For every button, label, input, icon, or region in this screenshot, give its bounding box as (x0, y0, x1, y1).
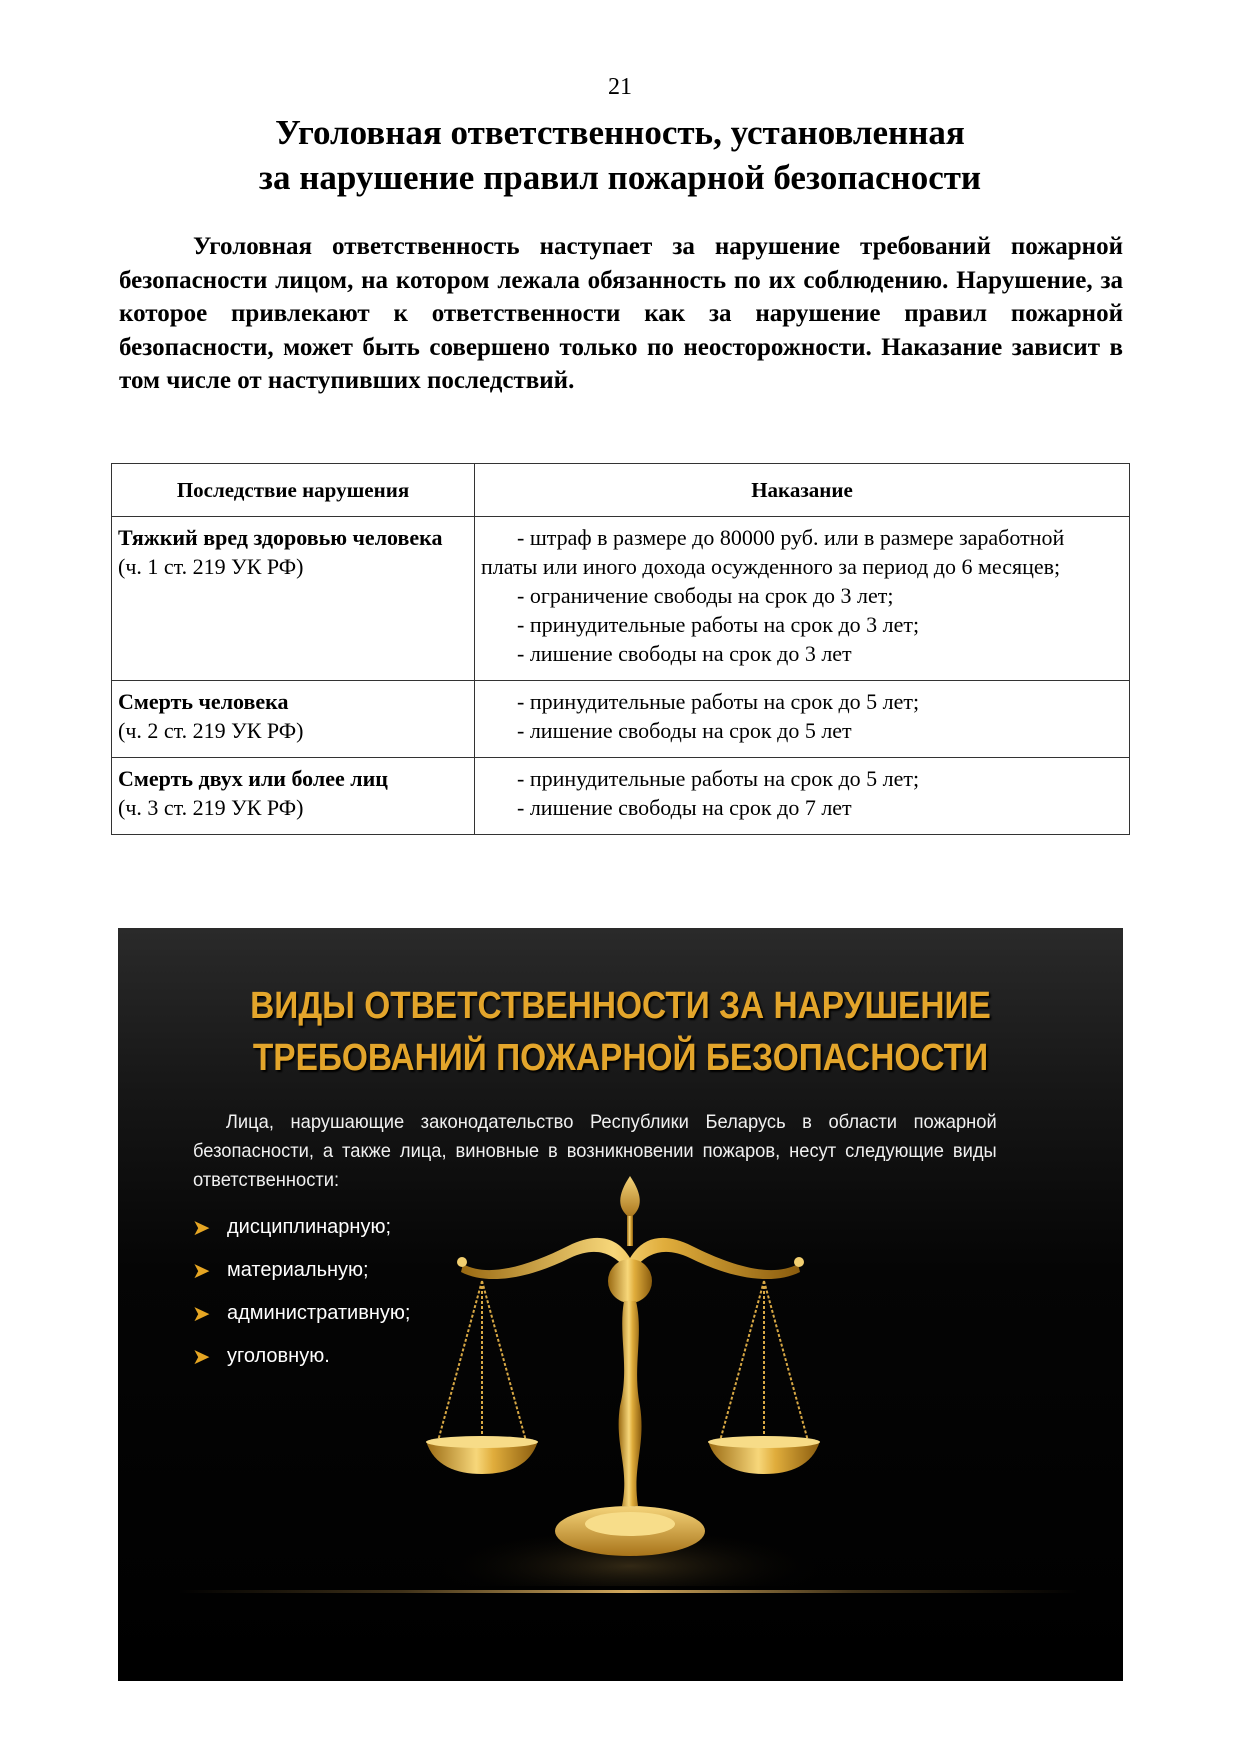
list-item (192, 1249, 410, 1292)
list-item-text: административную; (227, 1302, 411, 1324)
consequence-cell (112, 758, 475, 835)
page-number: 21 (608, 74, 632, 100)
slide-title (178, 980, 1062, 1084)
punishment-item: - лишение свободы на срок до 7 лет (517, 795, 852, 820)
punishment-cell (475, 758, 1130, 835)
scales-of-justice-icon (418, 1166, 848, 1586)
punishment-item: - лишение свободы на срок до 5 лет (517, 718, 852, 743)
page-title-line-2: за нарушение правил пожарной безопасности (258, 158, 982, 197)
consequence-title: Тяжкий вред здоровью человека (118, 525, 443, 550)
slide-paragraph: Лица, нарушающие законодательство Республики Беларусь в области пожарной безопасности, а также лица, виновные в возникновении пожаров, несут следующие виды ответственности: (193, 1111, 997, 1191)
punishment-item: - ограничение свободы на срок до 3 лет; (517, 583, 894, 608)
slide-title-line-2: ТРЕБОВАНИЙ ПОЖАРНОЙ БЕЗОПАСНОСТИ (252, 1037, 989, 1079)
consequence-cell (112, 681, 475, 758)
page-title-line-1: Уголовная ответственность, установленная (275, 113, 965, 152)
punishment-item: - принудительные работы на срок до 5 лет; (517, 689, 920, 714)
arrowhead-bullet-icon: ➤ (192, 1343, 211, 1369)
law-reference: (ч. 3 ст. 219 УК РФ) (118, 795, 304, 820)
liability-types-list (192, 1206, 410, 1378)
consequence-cell (112, 517, 475, 681)
header-punishment: Наказание (475, 464, 1130, 517)
punishment-item: - лишение свободы на срок до 3 лет (517, 641, 852, 666)
consequence-title: Смерть двух или более лиц (118, 766, 388, 791)
punishment-item: - штраф в размере до 80000 руб. или в размере заработной платы или иного дохода осужденного за период до 6 месяцев; (481, 525, 1065, 579)
arrowhead-bullet-icon: ➤ (192, 1214, 211, 1240)
decorative-glow-line (178, 1590, 1078, 1593)
consequence-title: Смерть человека (118, 689, 289, 714)
slide-image (118, 928, 1123, 1681)
table-row (112, 681, 1130, 758)
list-item (192, 1335, 410, 1378)
list-item-text: материальную; (227, 1259, 369, 1281)
table-row (112, 517, 1130, 681)
table-row (112, 758, 1130, 835)
list-item (192, 1292, 410, 1335)
punishment-item: - принудительные работы на срок до 5 лет; (517, 766, 920, 791)
punishment-cell (475, 681, 1130, 758)
header-consequence: Последствие нарушения (112, 464, 475, 517)
intro-paragraph: Уголовная ответственность наступает за нарушение требований пожарной безопасности лицом, на котором лежала обязанность по их соблюдению. Нарушение, за которое привлекают к ответственности как за нарушение правил пожарной безопасности, может быть совершено только по неосторожности. Наказание зависит в том числе от наступивших последствий. (119, 233, 1123, 395)
punishment-cell (475, 517, 1130, 681)
list-item-text: уголовную. (227, 1345, 330, 1367)
arrowhead-bullet-icon: ➤ (192, 1300, 211, 1326)
law-reference: (ч. 1 ст. 219 УК РФ) (118, 554, 304, 579)
arrowhead-bullet-icon: ➤ (192, 1257, 211, 1283)
law-reference: (ч. 2 ст. 219 УК РФ) (118, 718, 304, 743)
page-title (100, 110, 1140, 200)
table-header-row (112, 464, 1130, 517)
list-item (192, 1206, 410, 1249)
list-item-text: дисциплинарную; (227, 1216, 392, 1238)
punishment-item: - принудительные работы на срок до 3 лет; (517, 612, 920, 637)
penalty-table (111, 463, 1130, 835)
slide-title-line-1: ВИДЫ ОТВЕТСТВЕННОСТИ ЗА НАРУШЕНИЕ (250, 985, 991, 1027)
